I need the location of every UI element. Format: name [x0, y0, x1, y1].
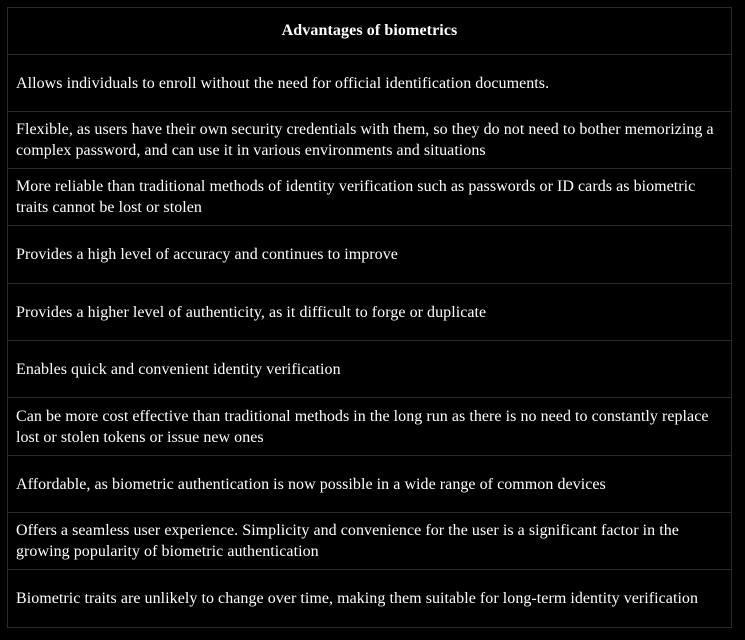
table-cell: Offers a seamless user experience. Simplicity and convenience for the user is a significant factor in the growing popularity of biometric authentication [16, 522, 679, 560]
table-row [8, 570, 731, 627]
table-header-row [8, 8, 731, 55]
table-row [8, 513, 731, 570]
table-cell: Affordable, as biometric authentication is now possible in a wide range of common devices [16, 475, 606, 493]
table-row [8, 398, 731, 456]
table-row [8, 284, 731, 341]
table-row [8, 112, 731, 169]
table-cell: Allows individuals to enroll without the need for official identification documents. [16, 74, 550, 92]
table-cell: Can be more cost effective than traditional methods in the long run as there is no need to constantly replace lost or stolen tokens or issue new ones [16, 407, 709, 446]
table-row [8, 226, 731, 284]
table-cell: Flexible, as users have their own security credentials with them, so they do not need to bother memorizing a complex password, and can use it in various environments and situations [16, 121, 714, 159]
table-cell: Provides a high level of accuracy and continues to improve [16, 246, 398, 263]
table-row [8, 55, 731, 112]
table-row [8, 456, 731, 513]
table-cell: Biometric traits are unlikely to change over time, making them suitable for long-term identity verification [16, 590, 699, 607]
table-cell: Enables quick and convenient identity verification [16, 360, 341, 378]
table-row [8, 169, 731, 226]
table-cell: Provides a higher level of authenticity, as it difficult to forge or duplicate [16, 303, 487, 321]
table-header: Advantages of biometrics [281, 22, 458, 39]
table-row [8, 341, 731, 398]
table-cell: More reliable than traditional methods of identity verification such as passwords or ID cards as biometric traits cannot be lost or stolen [16, 178, 696, 216]
advantages-table [7, 7, 732, 628]
